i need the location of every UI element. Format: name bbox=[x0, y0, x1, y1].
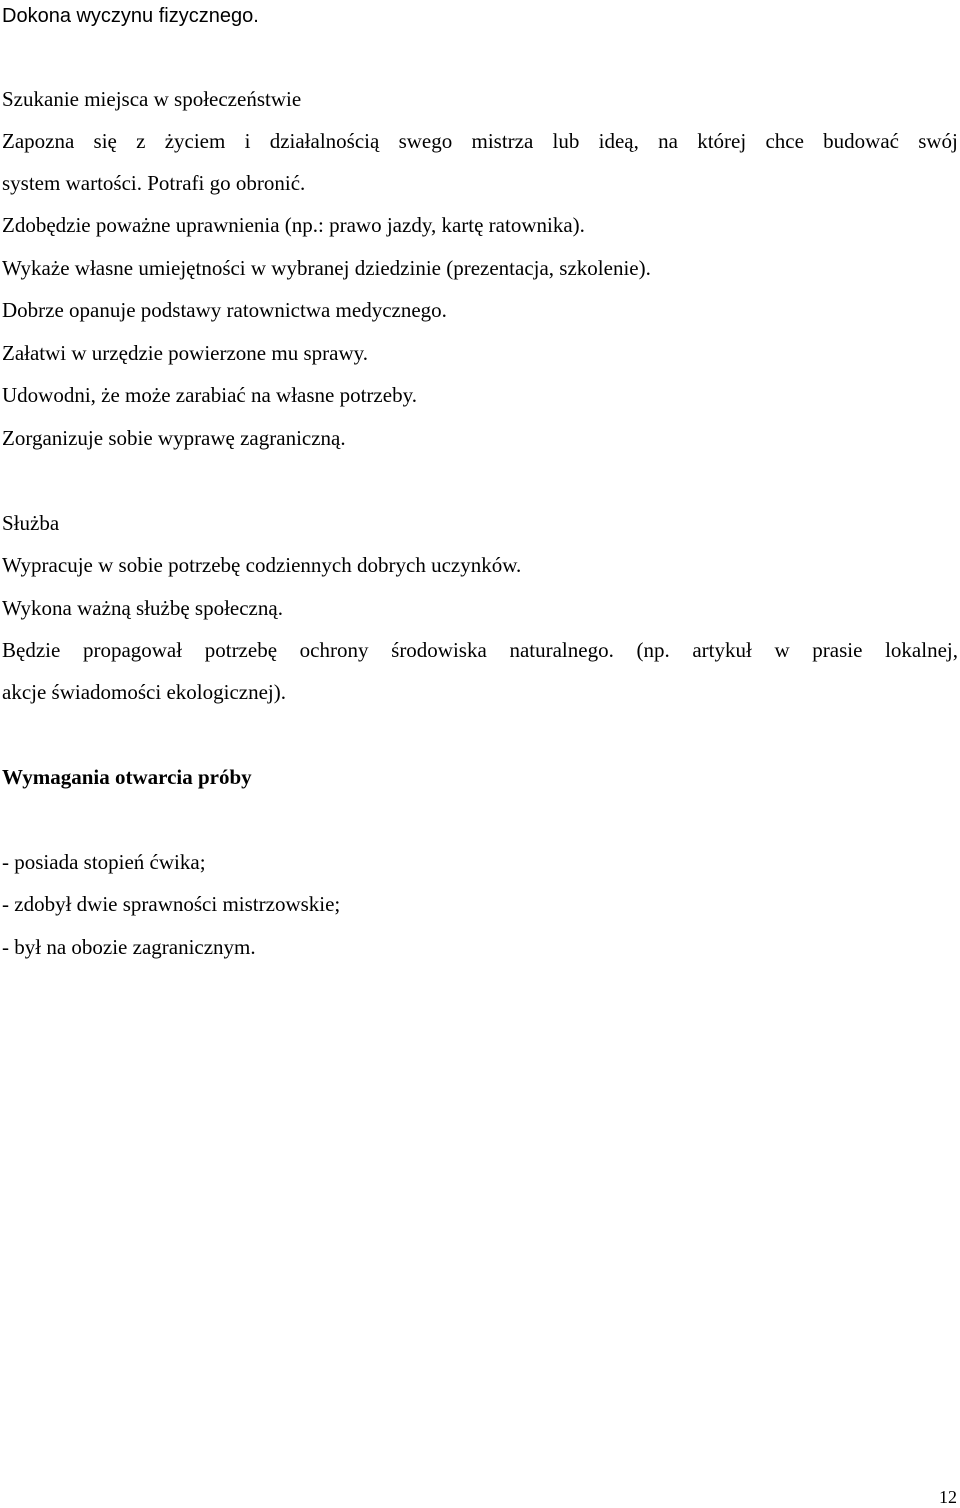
paragraph-line-justified bbox=[2, 637, 958, 663]
list-item: Udowodni, że może zarabiać na własne potrzeby. bbox=[2, 383, 417, 407]
word: w bbox=[774, 638, 790, 662]
word: z bbox=[136, 129, 146, 153]
paragraph-line-justified bbox=[2, 128, 958, 154]
word: artykuł bbox=[692, 638, 752, 662]
word: potrzebę bbox=[204, 638, 278, 662]
word: swego bbox=[398, 129, 453, 153]
list-item: Wypracuje w sobie potrzebę codziennych dobrych uczynków. bbox=[2, 553, 522, 577]
word: której bbox=[697, 129, 747, 153]
word: ideą, bbox=[598, 129, 639, 153]
list-item: Wykaże własne umiejętności w wybranej dziedzinie (prezentacja, szkolenie). bbox=[2, 256, 651, 280]
page-number: 12 bbox=[939, 1487, 957, 1507]
section-heading-wymagania: Wymagania otwarcia próby bbox=[2, 765, 252, 789]
top-line: Dokona wyczynu fizycznego. bbox=[2, 5, 259, 27]
word: Będzie bbox=[2, 638, 61, 662]
paragraph-line: akcje świadomości ekologicznej). bbox=[2, 680, 286, 704]
word: działalnością bbox=[269, 129, 380, 153]
word: lokalnej, bbox=[885, 638, 958, 662]
list-item: Załatwi w urzędzie powierzone mu sprawy. bbox=[2, 341, 368, 365]
word: (np. bbox=[636, 638, 670, 662]
list-item: Dobrze opanuje podstawy ratownictwa medycznego. bbox=[2, 298, 447, 322]
word: ochrony bbox=[299, 638, 369, 662]
list-item: Wykona ważną służbę społeczną. bbox=[2, 596, 283, 620]
word: środowiska bbox=[391, 638, 487, 662]
word: mistrza bbox=[471, 129, 534, 153]
requirement-item: - zdobył dwie sprawności mistrzowskie; bbox=[2, 892, 341, 916]
word: propagował bbox=[82, 638, 183, 662]
word: prasie bbox=[812, 638, 863, 662]
word: naturalnego. bbox=[509, 638, 614, 662]
section-heading-miejsce: Szukanie miejsca w społeczeństwie bbox=[2, 87, 302, 111]
word: życiem bbox=[164, 129, 226, 153]
word: swój bbox=[918, 129, 958, 153]
list-item: Zorganizuje sobie wyprawę zagraniczną. bbox=[2, 426, 346, 450]
requirement-item: - posiada stopień ćwika; bbox=[2, 850, 206, 874]
list-item: Zdobędzie poważne uprawnienia (np.: prawo jazdy, kartę ratownika). bbox=[2, 213, 585, 237]
word: na bbox=[658, 129, 678, 153]
word: i bbox=[244, 129, 251, 153]
word: lub bbox=[552, 129, 580, 153]
word: budować bbox=[823, 129, 899, 153]
word: Zapozna bbox=[2, 129, 75, 153]
requirement-item: - był na obozie zagranicznym. bbox=[2, 935, 256, 959]
paragraph-line: system wartości. Potrafi go obronić. bbox=[2, 171, 306, 195]
word: się bbox=[93, 129, 117, 153]
section-heading-sluzba: Służba bbox=[2, 511, 60, 535]
word: chce bbox=[765, 129, 804, 153]
